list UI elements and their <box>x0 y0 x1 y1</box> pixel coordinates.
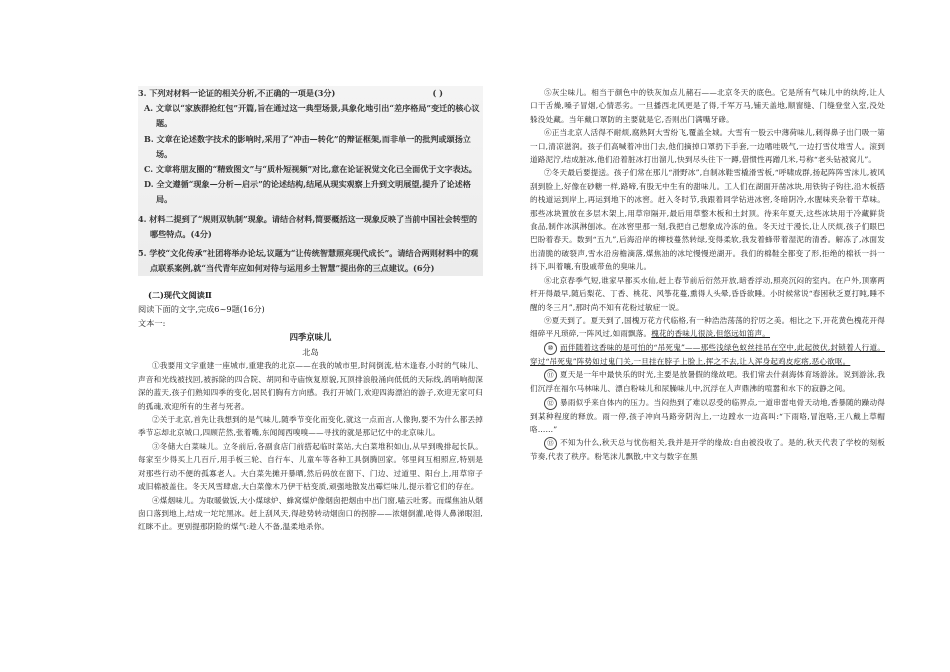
paragraph-text: 我要用文字重建一座城市,重建我的北京——在我的城市里,时间倒流,枯木逢春,小时的气味儿、声音和光线被找回,被拆除的四合院、胡同和寺庙恢复原貌,瓦顶排浪般涌向低低的天际线,鸽哨响彻深深的蓝天,孩子们熟知四季的变化,居民们胸有方向感。我打开城门,欢迎四海漂泊的游子,欢迎无家可归的孤魂,欢迎所有的生者与死者。 <box>138 361 483 411</box>
paragraph-number: ⑬ <box>544 437 557 450</box>
paragraph-text: 北京春季气短,谁家早都买水仙,赶上春节前后衍然开放,暗香浮动,照亮沉闷的室内。在户外,顶寨两杆开得最早,随后梨花、丁香、桃花、风筝花蔓,熏得人头晕,昏昏欲睡。小时候常说“春困秋乏夏打盹,睡不醒的冬三月”,那时尚不知有花粉过敏症一说。 <box>530 275 886 312</box>
question-3 <box>138 86 483 208</box>
paragraph-text: 煤烟味儿。为取暖做饭,大小煤球炉、蜂窝煤炉像烟囱把烟由中出门窗,嗑云吐雾。而煤焦油从烟囱口落到地上,结成一坨坨黑冰。赶上刮风天,得趁势转动烟囱口的拐脖——浓烟倒灌,呛得人鼻涕眼泪,红眯不止。更别提那阴险的煤气:趁人不备,温柔地杀你。 <box>138 495 483 532</box>
paragraph-number: ⑦ <box>544 168 552 178</box>
paragraph-number: ① <box>152 361 160 371</box>
paragraph-number: ④ <box>152 495 160 505</box>
question-5-text: 5. 学校“文化传承”社团将举办论坛,议题为“让传统智慧照亮现代成长”。请结合两则材料中的观点联系案例,就“当代青年应如何对待与运用乡土智慧”提出你的三点建议。(6分) <box>138 248 479 274</box>
paragraph-number: ⑩ <box>544 342 557 355</box>
question-3-option-b: B. 文章在论述数字技术的影响时,采用了“冲击—转化”的辩证框架,而非单一的批判或颂扬立场。 <box>144 133 471 159</box>
paragraph-number: ② <box>152 415 160 425</box>
paragraph-1 <box>530 86 885 126</box>
paragraph-6 <box>530 341 885 368</box>
paragraph-2 <box>138 413 483 440</box>
paragraph-number: ⑫ <box>544 397 557 410</box>
section-title: (二)现代文阅读Ⅱ <box>148 290 212 301</box>
paragraph-8 <box>530 396 885 437</box>
paragraph-9 <box>530 436 885 463</box>
section-instruction: 阅读下面的文字,完成6~9题(16分) <box>138 304 265 315</box>
story-author: 北岛 <box>302 347 319 358</box>
question-3-option-a: A. 文章以“家族群抢红包”开篇,旨在通过这一典型场景,具象化地引出“差序格局”变迁的核心议题。 <box>144 103 480 129</box>
question-3-option-d: D. 全文遵循“现象—分析—启示”的论述结构,结尾从现实观察上升到文明展望,提升了论述格局。 <box>144 179 471 205</box>
paragraph-number: ⑪ <box>544 369 557 382</box>
paragraph-text: 灰尘味儿。相当于颜色中的铁灰加点儿赭石——北京冬天的底色。它是所有气味儿中的纨绔,让人口干舌燥,嗓子冒烟,心情恶劣。一旦播西北风更是了得,千军万马,铺天盖地,顺窗缝、门缝登堂入室,没处躲没处藏。当年戴口罩防的主要就是它,否则出门满嘴牙磣。 <box>530 88 885 124</box>
underlined-sentence: 槐花的香味儿很淡,但悠远如笛声。 <box>651 329 771 339</box>
paragraph-text: 不知为什么,秋天总与忧伤相关,我并是开学的缘故:自由被没收了。是的,秋天代表了学校的刻板节奏,代表了秩序。粉笔沫儿飘散,中文与数字在黑 <box>530 438 885 462</box>
paragraph-text: 暴雨似乎来自体内的压力。当闷热到了难以忍受的临界点,一道串雷电骨天动地,香暴随的躁动得到某种程度的释放。雨一停,孩子冲向马路旁阴沟上,一边蹚水一边高叫:“下雨咯,冒泡咯,王八戴上草帽咯……” <box>530 397 885 434</box>
question-4 <box>138 212 483 242</box>
question-block <box>138 86 483 276</box>
left-paragraphs <box>138 359 483 533</box>
paragraph-text: 冬天最后要提送。孩子们常在那儿“滑野冰”,自制冰鞋雪橇滑雪板,“呼啸成群,扬起阵阵雪沫儿,被风刮到脸上,好像在砂糖一样,路啼,有股无中生有的甜味儿。工人们在湖面开凿冰块,用铁钩子钩往,沿木板搭的栈道运到岸上,再运到地下的冰窖。赶入冬时节,我跟着同学钻进冰窖,冬暗阴冷,水腥味夹杂着干草味。那些冰块置放在多层木架上,用草帘隔开,最后用草整木板和土封顶。待来年夏天,这些冰块用于冷藏鲜货食品,制作冰淇淋刨冰。在冰窖里那一刻,我把自己想象成冷冻的鱼。冬天过于漫长,让人厌烦,孩子们眼巴巴盼着春天。数到“五九”,后海沿岸的柳枝蔓然转绿,变得柔软,我发着蜂带着湿泥的清香。解冻了,冰面发出清脆的破裂声,雪水沿房檐滴落,煤焦油的冰坨慢慢逆湖开。我们的棉鞋全都变了形,拒绝的棉袄一抖一抖下,叫着嚷,有股戚带鱼的臭味儿。 <box>530 168 885 272</box>
question-4-text: 4. 材料二提到了“规则双轨制”现象。请结合材料,简要概括这一现象反映了当前中国社会转型的哪些特点。(4分) <box>138 213 478 239</box>
right-column <box>530 86 885 464</box>
story-title: 四季京味儿 <box>289 332 332 343</box>
paragraph-4 <box>530 274 885 314</box>
paragraph-text: 而伴随着这香味的是可怕的“吊死鬼”——那些浅绿色蚁丝挂吊在空中,此起彼伏,封锁着人行道。穿过“吊死鬼”阵势如过鬼门关,一旦挂在脖子上脸上,挥之不去,让人浑身起鸡皮疙瘩,恶心欲呕。 <box>530 342 885 366</box>
question-3-option-c: C. 文章将朋友圈的“精致图文”与“质朴短视频”对比,意在论证祝觉文化已全面优于文字表达。 <box>144 164 477 175</box>
text-label: 文本一: <box>138 318 166 329</box>
paragraph-number: ⑨ <box>544 315 552 325</box>
question-5 <box>138 246 483 276</box>
paragraph-text: 夏天到了。夏天到了,国槐万花方代临格,有一种浩浩荡荡的狞厉之美。相比之下,开花黄色槐花开得细碎平凡琐碎,一阵风过,如雨飘落。 <box>530 315 885 339</box>
paragraph-text: 夏天是一年中最快乐的时光,主要是放暑假的缘故吧。我们常去什刹海体育场游泳。说到游泳,我们沉浮在福尔马林味儿、漂白粉味儿和尿臊味儿中,沉浮在人声鼎沸的喧嚣和水下的寂静之间。 <box>530 370 885 394</box>
paragraph-text: 正当北京人活得不耐烦,腐熟阿大雪纷飞,覆盖全城。大雪有一股云中薄荷味儿,刺得鼻子出门吸一第一口,清凉滋润。孩子们高喊着冲出门去,他们摘掉口罩扔下手套,一边嗜哇吸气,一边打雪仗堆雪人。滚到道路泥泞,结成脏冰,他们沿着脏冰打出溜儿,快到尽头往下一蹲,借惯性再蹭几米,号称“老头钻被窝儿”。 <box>530 128 885 165</box>
paragraph-number: ⑥ <box>544 128 552 138</box>
question-3-stem: 3. 下列对材料一论证的相关分析,不正确的一项是(3分) <box>138 88 336 98</box>
paragraph-5 <box>530 314 885 341</box>
paragraph-2 <box>530 126 885 166</box>
paragraph-text: 冬储大白菜味儿。立冬前后,各副食店门前搭起临时菜站,大白菜堆积如山,从早到晚排起长队。每家至少得买上几百斤,用手板三轮、自行车、儿童车等各种工具倒腾回家。邻里间互相照应,特别是对那些行动不便的孤寡老人。大白菜先摊开暴晒,然后码放在窗下、门边、过道里、阳台上,用草帘子或旧棉被盖住。冬天风雪肆虐,大白菜像木乃伊干枯变质,顽强地散发出霉烂味儿,提示着它们的存在。 <box>138 441 484 492</box>
paragraph-3 <box>530 166 885 273</box>
paragraph-number: ③ <box>152 441 160 451</box>
paragraph-number: ⑤ <box>544 88 552 97</box>
left-column <box>138 86 483 534</box>
paragraph-number: ⑧ <box>544 275 552 285</box>
right-paragraphs <box>530 86 885 464</box>
paragraph-3 <box>138 440 483 494</box>
answer-paren: ( ) <box>432 88 443 98</box>
paragraph-text: 关于北京,首先让我想到的是气味儿,随季节变化而变化,就这一点而言,人像狗,要不为什么都丢掉季节忘却北京城口,四顾茫然,张着嘴,东闻闻西嗅嗅——寻找的就是那记忆中的北京味儿。 <box>138 415 483 438</box>
section-header <box>138 288 483 359</box>
paragraph-4 <box>138 494 483 534</box>
paragraph-1 <box>138 359 483 413</box>
paragraph-7 <box>530 368 885 395</box>
